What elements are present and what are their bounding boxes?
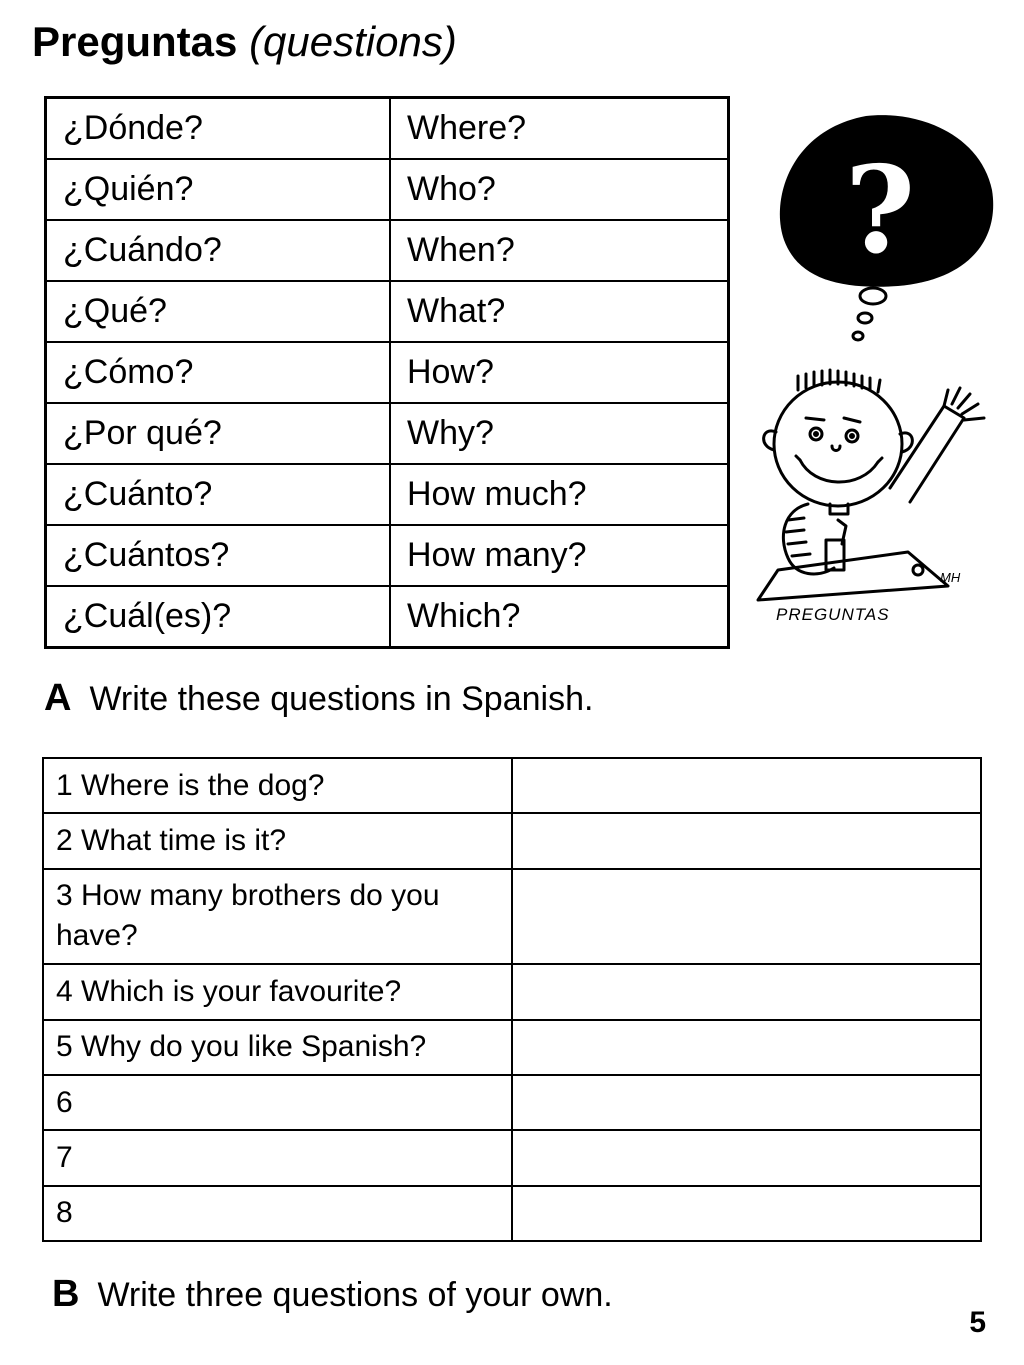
exercise-prompt: 1 Where is the dog? [43,758,512,813]
vocab-english: How many? [390,525,729,586]
boy-figure [758,370,984,600]
exercise-prompt: 6 [43,1075,512,1130]
vocab-row [46,98,729,160]
answer-cell[interactable] [512,1075,981,1130]
thinking-boy-illustration [748,100,998,630]
vocab-spanish: ¿Cuál(es)? [46,586,391,648]
title-main: Preguntas [32,18,238,65]
artist-signature: MH [940,570,961,585]
exercise-row [43,1075,981,1130]
question-mark-icon: ? [844,140,916,281]
illustration-caption: PREGUNTAS [776,605,890,624]
exercise-row [43,813,981,868]
page-title [32,14,457,70]
vocab-spanish: ¿Cuánto? [46,464,391,525]
vocab-row [46,281,729,342]
answer-cell[interactable] [512,758,981,813]
section-instruction: Write three questions of your own. [97,1276,613,1314]
vocab-row [46,159,729,220]
exercise-row [43,1130,981,1185]
exercise-row [43,1186,981,1241]
answer-cell[interactable] [512,1130,981,1185]
vocab-spanish: ¿Cuándo? [46,220,391,281]
vocab-spanish: ¿Cómo? [46,342,391,403]
vocab-row [46,220,729,281]
exercise-row [43,964,981,1019]
answer-cell[interactable] [512,1020,981,1075]
vocab-spanish: ¿Cuántos? [46,525,391,586]
vocab-row [46,525,729,586]
bubble-dot-medium [858,313,872,323]
answer-cell[interactable] [512,869,981,965]
page-number: 5 [969,1306,986,1339]
answer-cell[interactable] [512,813,981,868]
exercise-prompt: 5 Why do you like Spanish? [43,1020,512,1075]
vocab-english: What? [390,281,729,342]
answer-cell[interactable] [512,1186,981,1241]
exercise-prompt: 8 [43,1186,512,1241]
exercise-table [42,757,982,1242]
answer-cell[interactable] [512,964,981,1019]
vocab-english: Why? [390,403,729,464]
exercise-row [43,1020,981,1075]
vocab-english: How? [390,342,729,403]
vocab-english: Which? [390,586,729,648]
exercise-row [43,869,981,965]
vocab-english: How much? [390,464,729,525]
vocab-row [46,586,729,648]
vocab-english: Who? [390,159,729,220]
vocab-row [46,342,729,403]
section-letter: B [52,1273,80,1315]
section-letter: A [44,677,72,719]
exercise-prompt: 7 [43,1130,512,1185]
exercise-prompt: 2 What time is it? [43,813,512,868]
bubble-dot-large [860,288,886,304]
section-b-heading [52,1272,613,1317]
title-subtitle: (questions) [249,18,457,65]
vocab-spanish: ¿Dónde? [46,98,391,160]
bubble-dot-small [853,332,863,340]
vocab-english: Where? [390,98,729,160]
section-a-heading [44,676,593,721]
vocab-spanish: ¿Qué? [46,281,391,342]
section-instruction: Write these questions in Spanish. [89,680,594,718]
vocabulary-table [44,96,730,649]
vocab-spanish: ¿Quién? [46,159,391,220]
vocab-row [46,403,729,464]
vocab-row [46,464,729,525]
vocab-english: When? [390,220,729,281]
exercise-prompt: 4 Which is your favourite? [43,964,512,1019]
exercise-prompt: 3 How many brothers do you have? [43,869,512,965]
exercise-row [43,758,981,813]
vocab-spanish: ¿Por qué? [46,403,391,464]
